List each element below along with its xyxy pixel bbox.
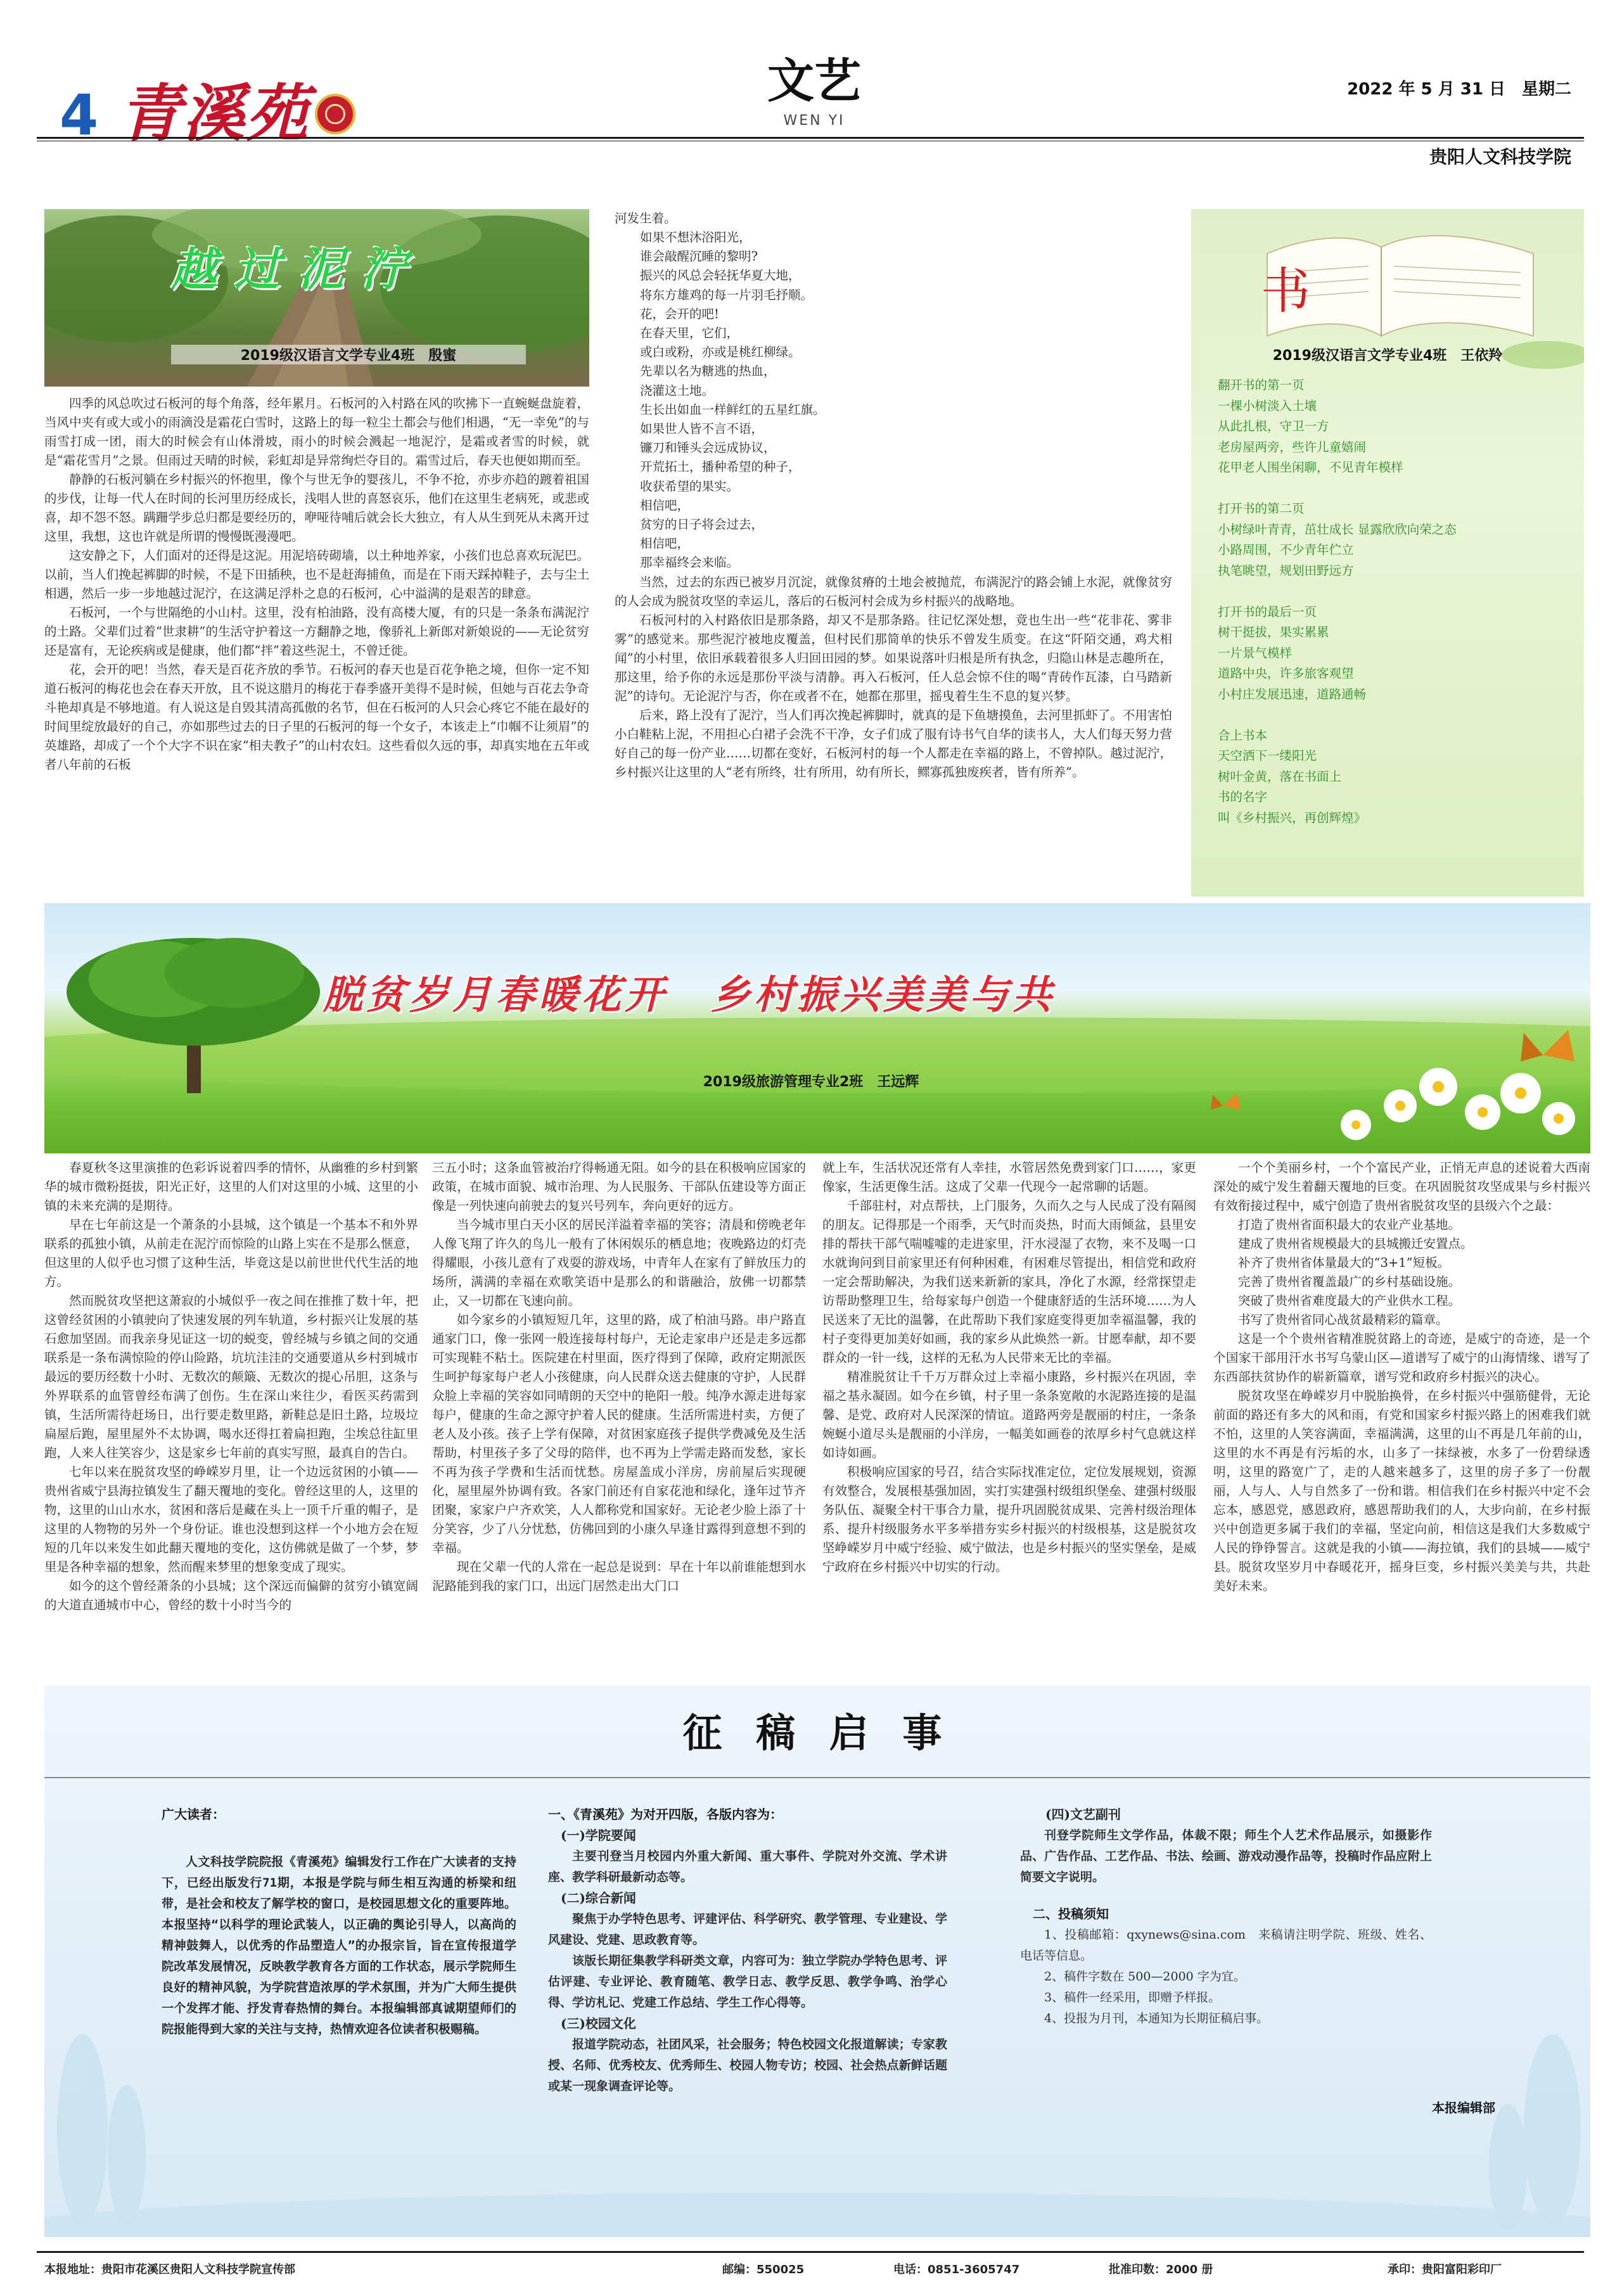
sub-heading: (一)学院要闻 (561, 1828, 636, 1843)
paragraph: 当今城市里白天小区的居民洋溢着幸福的笑容；清晨和傍晚老年人像飞翔了许久的鸟儿一般有了休闲娱乐的栖息地；夜晚路边的灯壳得耀眼，小孩儿意有了戏耍的游戏场，中青年人在家有了鲜放压力的场所，满满的幸福在欢歌笑语中是那么的和谐融洽，放佛一切都禁止，又一切都在飞速向前。 (432, 1217, 806, 1308)
salutation: 广大读者： (162, 1807, 225, 1822)
footer-postcode: 邮编：550025 (722, 2263, 805, 2276)
notice-signature: 本报编辑部 (1432, 2100, 1495, 2115)
sub-heading: (四)文艺副刊 (1045, 1807, 1121, 1822)
issue-date: 2022 年 5 月 31 日 星期二 (1347, 80, 1571, 99)
paragraph: 静静的石板河躺在乡村振兴的怀抱里，像个与世无争的婴孩儿，不争不抢，亦步亦趋的踱着祖国的步伐，让每一代人在时间的长河里历经成长，浅唱人世的喜怒哀乐，他们在这里生老病死，或悲或喜，却不怨不怒。蹒跚学步总归都是要经历的，咿哑待哺后就会长大独立，有人从生到死从未离开过这里，我想，这也许就是所谓的慢慢既漫漫吧。 (44, 472, 589, 544)
school-name: 贵阳人文科技学院 (1429, 146, 1571, 167)
list-item: 1、投稿邮箱：qxynews@sina.com 来稿请注明学院、班级、姓名、电话等信息。 (1020, 1928, 1432, 1963)
paragraph: 现在父辈一代的人常在一起总是说到：早在十年以前谁能想到水泥路能到我的家门口，出远门居然走出大门口 (432, 1560, 806, 1593)
sub-heading: (三)校园文化 (561, 2016, 636, 2031)
paragraph: 三五小时；这条血管被治疗得畅通无阻。如今的县在积极响应国家的政策，在城市面貌、城市治理、为人民服务、干部队伍建设等方面正像是一列快速向前驶去的复兴号列车，奔向更好的远方。 (432, 1160, 806, 1213)
paragraph: 石板河，一个与世隔绝的小山村。这里，没有柏油路，没有高楼大厦，有的只是一条条布满泥泞的土路。父辈们过着“世隶耕”的生活守护着这一方翻静之地，像骄礼上新郎对新娘说的——无论贫穷还是富有，无论疾病或是健康，他们都“拌”着这些泥土，不曾迁徙。 (44, 605, 589, 658)
article-book-panel (1191, 209, 1584, 897)
poem-line: 相信吧， (640, 497, 690, 513)
paragraph: 石板河村的入村路依旧是那条路，却又不是那条路。往记忆深处想，竟也生出一些“花非花、雾非雾”的感觉来。那些泥泞被地皮覆盖，但村民们那简单的快乐不曾发生质变。在这“阡陌交通，鸡犬相闻”的小村里，依旧承载着很多人归回田园的梦。如果说落叶归根是所有执念，归隐山林是志趣所在，那这里，给予你的永远是那份平淡与清静。再入石板河，任人总会惊不住的喝“青砖作瓦漆，白马踏新泥”的诗句。无论泥泞与否，你在或者不在，她都在那里，摇曳着生生不息的复兴梦。 (615, 612, 1172, 703)
footer (44, 2259, 1584, 2284)
poem-line (1218, 705, 1573, 726)
meadow-illustration (44, 903, 1590, 1153)
paragraph: 脱贫攻坚在峥嵘岁月中脱胎换骨，在乡村振兴中强筋健骨，无论前面的路还有多大的风和雨，有党和国家乡村振兴路上的困难我们就不怕，这里的人笑容满面，幸福满满，这里的山不再是几年前的山，这里的水不再是有污垢的水，山多了一抹绿被，水多了一份碧绿透明，这里的路宽广了，走的人越来越多了，这里的房子多了一份靓丽，人与人、人与自然多了一份和谐。相信我们在乡村振兴中定不会忘本，感恩党，感恩政府，感恩帮助我们的人，大步向前，在乡村振兴中创造更多属于我们的幸福，坚定向前，相信这是我们大多数威宁人民的铮铮誓言。这就是我的小镇——海拉镇，我们的县城——威宁县。脱贫攻坚岁月中春暖花开，摇身巨变，乡村振兴美美与共，共赴美好未来。 (1213, 1389, 1590, 1593)
sub-heading: (二)综合新闻 (561, 1890, 636, 1906)
poem-line: 小路周围，不少青年伫立 (1218, 542, 1354, 557)
list-item: 书写了贵州省同心战贫最精彩的篇章。 (1238, 1312, 1448, 1327)
mud-road-photo (44, 209, 589, 387)
poem-line: 叫《乡村振兴，再创辉煌》 (1218, 810, 1367, 825)
paragraph: 四季的风总吹过石板河的每个角落，经年累月。石板河的入村路在风的吹拂下一直蜿蜒盘旋着，当风中夹有或大或小的雨滴没是霜花白雪时，这路上的每一粒尘土都会与他们相遇，“无一幸免”的与雨雪打成一团，雨大的时候会有山体滑坡，雨小的时候会溅起一地泥泞，是霜或者雪的时候，就是“霜花雪月”之景。但雨过天晴的时候，彩虹却是异常绚烂夺目的。霜雪过后，春天也便如期而至。 (44, 396, 589, 468)
poem-line: 那幸福终会来临。 (640, 555, 739, 570)
notice-column-3 (1020, 1804, 1432, 2029)
article-column-2 (615, 209, 1172, 782)
poem-line: 小村庄发展迅速，道路通畅 (1218, 686, 1367, 702)
poem-line: 树干挺拔，果实累累 (1218, 625, 1329, 639)
poem-line: 小树绿叶青青，茁壮成长 显露欣欣向荣之态 (1218, 522, 1457, 537)
poem-line: 如果不想沐浴阳光， (640, 230, 751, 245)
poem-line: 从此扎根，守卫一方 (1218, 419, 1329, 433)
paragraph: 春夏秋冬这里演推的色彩诉说着四季的情怀，从幽雅的乡村到繁华的城市微粉挺拔，阳光正好，这里的人们对这里的小城、这里的小镇的未来充满的是期待。 (44, 1160, 418, 1213)
footer-print-count: 批准印数：2000 册 (1109, 2263, 1213, 2276)
poem-line: 天空洒下一缕阳光 (1218, 748, 1317, 763)
poem-line: 浇灌这土地。 (640, 383, 715, 398)
paper-name: 青溪苑 (119, 77, 310, 150)
article-poverty-body (44, 1158, 1590, 1612)
poem-line: 道路中央，许多旅客观望 (1218, 666, 1354, 681)
paragraph: 该版长期征集教学科研类文章，内容可为：独立学院办学特色思考、评估评建、专业评论、教育随笔、教学日志、教学反思、教学争鸣、治学心得、学访札记、党建工作总结、学生工作心得等。 (548, 1954, 947, 2010)
paragraph: 报道学院动态，社团风采，社会服务；特色校园文化报道解读；专家教授、名师、优秀校友、优秀师生、校园人物专访；校园、社会热点新鲜话题或某一现象调查评论等。 (548, 2037, 947, 2093)
paragraph: 当然，过去的东西已被岁月沉淀，就像贫瘠的土地会被抛荒，布满泥泞的路会铺上水泥，就像贫穷的人会成为脱贫攻坚的幸运儿，落后的石板河村会成为乡村振兴的战略地。 (615, 574, 1172, 608)
masthead (0, 0, 1622, 171)
list-item: 3、稿件一经采用，即赠予样报。 (1044, 1991, 1221, 2004)
notice-column-1 (162, 1804, 516, 2040)
notice-column-2 (548, 1804, 947, 2097)
paragraph: 七年以来在脱贫攻坚的峥嵘岁月里，让一个边远贫困的小镇——贵州省威宁县海拉镇发生了翻天覆地的变化。曾经这里的人，这里的物，这里的山山水水，贫困和落后是藏在头上一顶千斤重的帽子，是这里的人物物的另外一个身份证。谁也没想到这样一个小地方会在短短的几年以来发生如此翻天覆地的变化，这仿佛就是做了一个梦，梦里是各种幸福的想象，然而醒来梦里的想象变成了现实。 (44, 1465, 418, 1574)
paragraph: 精准脱贫让千千万万群众过上幸福小康路，乡村振兴在巩固，幸福之基永凝固。如今在乡镇，村子里一条条宽敞的水泥路连接的是温馨、是党、政府对人民深深的情谊。道路两旁是靓丽的村庄，一条条婉蜒小道尽头是靓丽的小洋房，一幅美如画卷的浓厚乡村气息就这样如诗如画。 (822, 1369, 1196, 1460)
paragraph: 主要刊登当月校园内外重大新闻、重大事件、学院对外交流、学术讲座、教学科研最新动态等。 (548, 1849, 947, 1884)
poem-line: 先辈以名为糖逃的热血， (640, 364, 776, 379)
paragraph: 积极响应国家的号召，结合实际找准定位，定位发展规划，资源有效整合，发展根基强加固，实打实建强村级组织堡垒、建强村级服务队伍、凝聚全村干事合力量，提升巩固脱贫成果、完善村级治理体系、提升村级服务水平多举措夯实乡村振兴的村级根基，这是脱贫攻坚峥嵘岁月中威宁经验、威宁做法，也是乡村振兴的坚实堡垒，是威宁政府在乡村振兴中切实的行动。 (822, 1465, 1196, 1574)
poem-line: 翻开书的第一页 (1218, 378, 1305, 392)
poem-line: 一棵小树淡入土壤 (1218, 398, 1317, 413)
paragraph: 人文科技学院院报《青溪苑》编辑发行工作在广大读者的支持下，已经出版发行71期，本报是学院与师生相互沟通的桥梁和纽带，是社会和校友了解学校的窗口，是校园思想文化的重要阵地。本报坚持“以科学的理论武装人，以正确的舆论引导人，以高尚的精神鼓舞人，以优秀的作品塑造人”的办报宗旨，旨在宣传报道学院改革发展情况，反映教学教育各方面的工作状态，展示学院师生良好的精神风貌，为学院营造浓厚的学术氛围，并为广大师生提供一个发挥才能、抒发青春热情的舞台。本报编辑部真诚期望师们的院报能得到大家的关注与支持，热情欢迎各位读者积极赐稿。 (162, 1855, 516, 2036)
page-number: 4 (60, 82, 99, 148)
poem-line: 开荒拓土，播种希望的种子， (640, 459, 801, 475)
paragraph: 这安静之下，人们面对的还得是这泥。用泥培砖砌墙，以土种地养家，小孩们也总喜欢玩泥巴。以前，当人们挽起裤脚的时候，不是下田插秧，也不是赶海捕鱼，而是在下雨天踩掉鞋子，去与尘土相遇，然后一步一步地越过泥泞，在这满足浮朴之息的石板河，心中溢满的是艰苦的肆意。 (44, 548, 589, 601)
paragraph: 花，会开的吧！当然，春天是百花齐放的季节。石板河的春天也是百花争艳之境，但你一定不知道石板河的梅花也会在春天开放，且不说这腊月的梅花于春季盛开美得不是时候，但她与百花去争奇斗艳却真是不够地道。有人说这是自毁其清高孤傲的名节，但在石板河的人只会心疼它不能在最好的时间里绽放最好的自己，亦如那些过去的日子里的石板河的每一个女子，本该走上“巾帼不让须眉”的英雄路，却成了一个个大字不识在家“相夫教子”的山村农妇。这些看似久远的事，却真实地在五年或者八年前的石板 (44, 662, 589, 772)
paragraph: 就上车，生活状况还常有人幸挂，水管居然免费到家门口……，家更像家，生活更像生活。这成了父辈一代现今一起常聊的话题。 (822, 1160, 1196, 1194)
poem-line (1218, 581, 1573, 602)
article-byline: 2019级汉语言文学专业4班 王依羚 (1272, 348, 1503, 364)
article-column-3 (822, 1158, 1196, 1577)
footer-phone: 电话：0851-3605747 (893, 2263, 1020, 2276)
poem-line: 打开书的第二页 (1218, 501, 1305, 516)
paragraph: 一个个美丽乡村，一个个富民产业，正悄无声息的述说着大西南深处的威宁发生着翻天覆地的巨变。在巩固脱贫攻坚成果与乡村振兴有效衔接过程中，威宁创造了贵州省脱贫攻坚的县级六个之最： (1213, 1160, 1590, 1213)
list-item: 2、稿件字数在 500—2000 字为宜。 (1044, 1970, 1246, 1984)
poem-line: 收获希望的果实。 (640, 478, 739, 494)
list-item: 补齐了贵州省体量最大的“3+1”短板。 (1238, 1255, 1450, 1270)
paragraph: 早在七年前这是一个萧条的小县城，这个镇是一个基本不和外界联系的孤独小镇，从前走在泥泞而惊险的山路上实在不是那么惬意，但这里的人似乎也习惯了这种生活，毕竟这是以前世世代代生活的地方。 (44, 1217, 418, 1289)
poem-line: 如果世人皆不言不语， (640, 421, 764, 437)
poem-line: 一片景气模样 (1218, 645, 1293, 660)
poem-line: 或白或粉，亦或是桃红柳绿。 (640, 345, 801, 360)
footer-printer: 承印：贵阳富阳彩印厂 (1388, 2263, 1502, 2276)
paragraph: 聚焦于办学特色思考、评建评估、科学研究、教学管理、专业建设、学风建设、党建、思政教育等。 (548, 1912, 947, 1947)
poem-line: 树叶金黄，落在书面上 (1218, 769, 1342, 784)
list-item: 4、投报为月刊，本通知为长期征稿启事。 (1044, 2011, 1269, 2025)
article-column-4 (1213, 1158, 1590, 1596)
masthead-rule (37, 137, 1584, 139)
poem-line: 生长出如血一样鲜红的五星红旗。 (640, 402, 826, 417)
poem-line: 合上书本 (1218, 728, 1268, 743)
list-item: 完善了贵州省覆盖最广的乡村基础设施。 (1238, 1274, 1461, 1289)
poverty-banner (44, 903, 1590, 1153)
article-column-1 (44, 1158, 418, 1615)
poem-line: 执笔眺望，规划田野远方 (1218, 563, 1354, 578)
footer-address: 本报地址：贵阳市花溪区贵阳人文科技学院宣传部 (44, 2263, 295, 2276)
notice-title: 征 稿 启 事 (682, 1710, 952, 1756)
paragraph: 如今家乡的小镇短短几年，这里的路，成了柏油马路。串户路直通家门口，像一张网一般连接每村每户，无论走家串户还是走多远都可实现鞋不粘土。医院建在村里面，医疗得到了保障，政府定期派医生呵护每家每户老人小孩健康，向人民群众送去健康的守护，人民群众脸上幸福的笑容如同晴朗的天空中的艳阳一般。纯净水源走进每家每户，健康的生命之源守护着人民的健康。生活所需进村卖，方便了老人及小孩。孩子上学有保障，对贫困家庭孩子提供学费减免及生活帮助，村里孩子多了父母的陪伴，也不再为上学需走路而发愁，家长不再为孩子学费和生活而忧愁。房屋盖成小洋房，房前屋后实现硬化，屋里屋外协调有致。各家门前还有自家花池和绿化，逢年过节齐团聚，家家户户齐欢笑，人人都称党和国家好。无论老少脸上添了十分笑容，少了八分忧愁，仿佛回到的小康久早逢甘露得到意想不到的幸福。 (432, 1312, 806, 1555)
notice-rule (44, 1777, 1590, 1778)
footer-rule (37, 2251, 1584, 2253)
article-column-1 (44, 394, 589, 774)
poem-line: 在春天里，它们， (640, 326, 739, 341)
paragraph: 后来，路上没有了泥泞，当人们再次挽起裤脚时，就真的是下鱼塘摸鱼，去河里抓虾了。不用害怕小白鞋粘上泥，不用担心白裙子会洗不干净，女子们成了服有诗书气自华的读书人，大人们每天努力营好自己的每一份产业……切都在变好，石板河村的每一个人都走在幸福的路上，不曾掉队。越过泥泞，乡村振兴让这里的人“老有所终，壮有所用，幼有所长，鳏寡孤独废疾者，皆有所养”。 (615, 707, 1172, 779)
paragraph: 千部驻村，对点帮扶，上门服务，久而久之与人民成了没有隔阂的朋友。记得那是一个雨季，天气时而炎热，时而大雨倾盆，县里安排的帮扶干部气喘嘘嘘的走进家里，汗水浸湿了衣物，来不及喝一口水就询问到目前家里还有何种困难，有困难尽管提出，相信党和政府一定会帮助解决，为我们送来新新的家具，净化了水源，经常探望走访帮助整理卫生，给每家每户创造一个健康舒适的生活环境……为人民送来了无比的温馨，在此帮助下我们家庭变得更加幸福温馨，我的村子变得更加美好如画，我的家乡从此焕然一新。甘愿奉献，却不要群众的一针一线，这样的无私为人民带来无比的幸福。 (822, 1198, 1196, 1365)
list-item: 建成了贵州省规模最大的县城搬迁安置点。 (1238, 1236, 1473, 1251)
poem-line: 将东方雄鸡的每一片羽毛抒顺。 (640, 287, 814, 302)
section-heading: 一、《青溪苑》为对开四版，各版内容为： (548, 1807, 782, 1822)
poem-line: 书的名字 (1218, 790, 1268, 804)
list-item: 突破了贵州省难度最大的产业供水工程。 (1238, 1293, 1461, 1308)
paragraph: 这是一个个贵州省精准脱贫路上的奇迹，是威宁的奇迹，是一个个国家干部用汗水书写乌蒙山区—道谱写了威宁的山海情缘、谱写了东西部扶贫协作的崭新篇章，谱写党和政府乡村振兴的决心。 (1213, 1331, 1590, 1384)
paragraph: 如今的这个曾经萧条的小县城；这个深远而偏僻的贫穷小镇宽阔的大道直通城市中心，曾经的数十小时当今的 (44, 1579, 418, 1612)
article-title: 越过泥泞 (171, 242, 425, 296)
poem-line: 相信吧， (640, 536, 690, 551)
list-item: 打造了贵州省面积最大的农业产业基地。 (1238, 1217, 1461, 1232)
poem-line: 振兴的风总会轻抚华夏大地， (640, 268, 801, 283)
submission-notice (44, 1686, 1590, 2237)
section-title: 文艺 (767, 54, 861, 108)
article-byline: 2019级旅游管理专业2班 王远辉 (703, 1074, 919, 1090)
poem-line: 花，会开的吧! (640, 306, 719, 321)
paragraph: 河发生着。 (615, 211, 677, 226)
article-title: 脱贫岁月春暖花开 乡村振兴美美与共 (323, 972, 1056, 1018)
article-title: 书 (1261, 263, 1311, 320)
paragraph: 刊登学院师生文学作品，体裁不限；师生个人艺术作品展示，如摄影作品、广告作品、工艺作品、书法、绘画、游戏动漫作品等，投稿时作品应附上简要文字说明。 (1020, 1828, 1432, 1884)
poem-block (615, 228, 1172, 573)
article-column-2 (432, 1158, 806, 1596)
section-pinyin: WEN YI (783, 113, 845, 129)
poem-line (1218, 478, 1573, 499)
poem-line: 花甲老人围坐闲聊，不见青年模样 (1218, 460, 1403, 475)
school-emblem-icon (315, 94, 355, 134)
poem-line: 贫穷的日子将会过去， (640, 517, 764, 532)
poem-line: 镰刀和锤头会远成协议， (640, 440, 776, 456)
article-byline: 2019级汉语言文学专业4班 殷蜜 (171, 345, 526, 364)
section-heading: 二、投稿须知 (1033, 1906, 1109, 1921)
paragraph: 然而脱贫攻坚把这萧寂的小城似乎一夜之间在推推了数十年，把这曾经贫困的小镇驶向了快速发展的列车轨道，乡村振兴让发展的基石愈加坚固。而我亲身见证这一切的蜕变，曾经城与乡镇之间的交通联系是一条布满惊险的停山险路，坑坑洼洼的交通要道从乡村到城市最远的要历经数十小时、无数次的颠簸、无数次的提心吊胆，这条与外界联系的血管曾经布满了创伤。生在深山来往少，看医买药需到镇，生活所需待赶场日，出行要走数里路，新鞋总是旧土路，垃圾垃扁屋后跑，屋里屋外不太协调，喝水还得扛着扁担跑，尘埃总往缸里跑，人来人往笑容少，这是家乡七年前的真实写照，最真自的告白。 (44, 1293, 418, 1460)
book-poem (1218, 375, 1573, 828)
poem-line: 打开书的最后一页 (1218, 604, 1317, 619)
poem-line: 谁会敲醒沉睡的黎明? (640, 249, 758, 264)
poem-line: 老房屋两旁，些许儿童嬉闹 (1218, 439, 1367, 454)
